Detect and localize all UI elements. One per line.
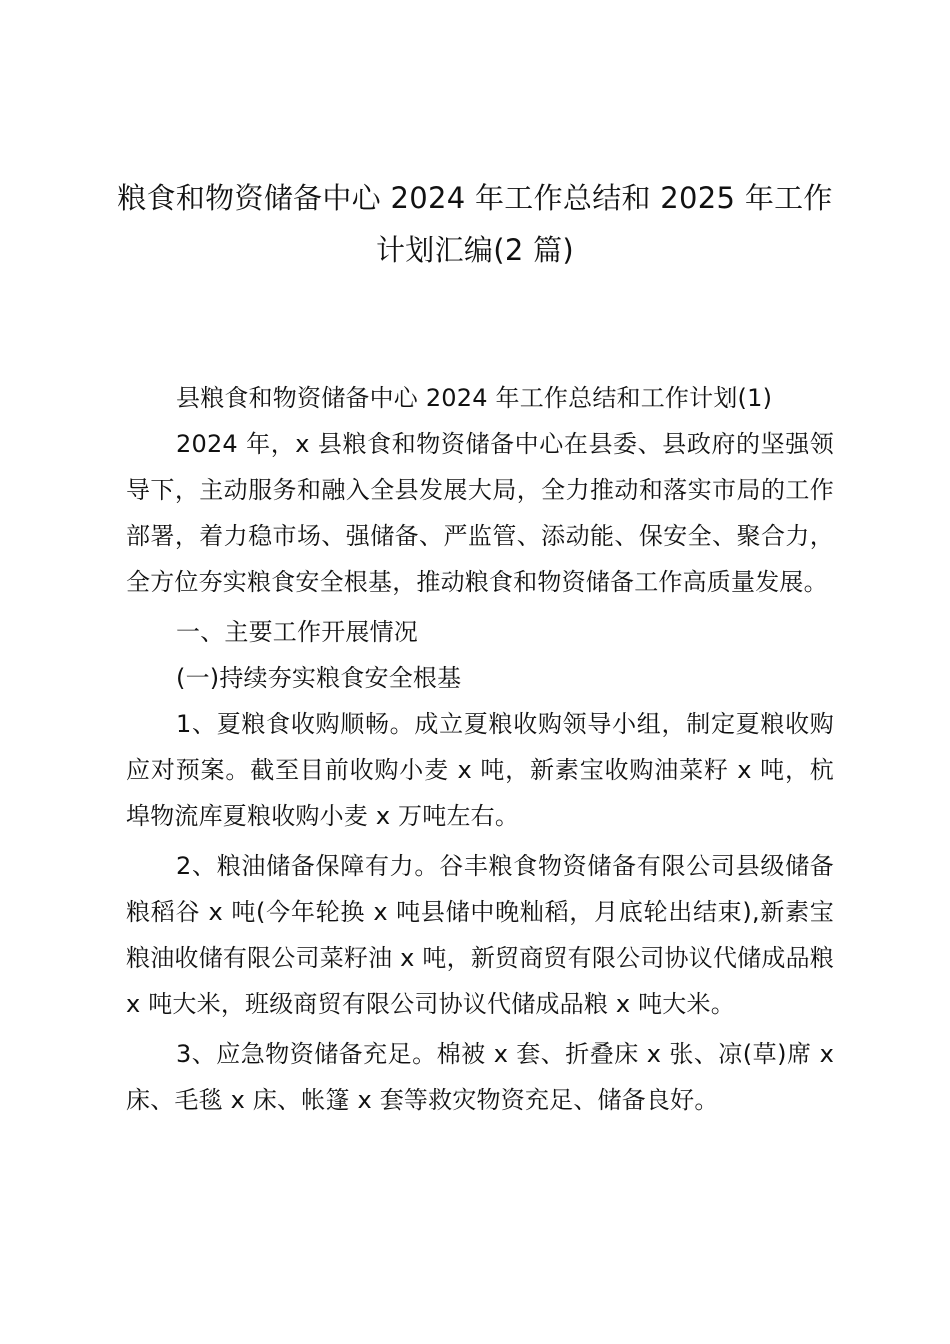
intro-paragraph: 2024 年，x 县粮食和物资储备中心在县委、县政府的坚强领导下，主动服务和融入全县发展大局，全力推动和落实市局的工作部署，着力稳市场、强储备、严监管、添动能、保安全、聚合力，全方位夯实粮食安全根基，推动粮食和物资储备工作高质量发展。 bbox=[126, 430, 834, 596]
paragraph-item-3: 3、应急物资储备充足。棉被 x 套、折叠床 x 张、凉(草)席 x 床、毛毯 x 床、帐篷 x 套等救灾物资充足、储备良好。 bbox=[126, 1040, 834, 1114]
subheading-food-security: (一)持续夯实粮食安全根基 bbox=[176, 664, 462, 692]
title-line-1: 粮食和物资储备中心 2024 年工作总结和 2025 年工作 bbox=[117, 181, 833, 215]
title-line-2: 计划汇编(2 篇) bbox=[376, 233, 574, 267]
document-title bbox=[100, 172, 850, 276]
section-title: 县粮食和物资储备中心 2024 年工作总结和工作计划(1) bbox=[176, 384, 773, 412]
paragraph-item-2: 2、粮油储备保障有力。谷丰粮食物资储备有限公司县级储备粮稻谷 x 吨(今年轮换 x 吨县储中晚籼稻，月底轮出结束),新素宝粮油收储有限公司菜籽油 x 吨，新贸商贸有限公司协议代储成品粮 x 吨大米，班级商贸有限公司协议代储成品粮 x 吨大米。 bbox=[126, 852, 834, 1018]
heading-main-work: 一、主要工作开展情况 bbox=[176, 618, 418, 646]
paragraph-item-1: 1、夏粮食收购顺畅。成立夏粮收购领导小组，制定夏粮收购应对预案。截至目前收购小麦 x 吨，新素宝收购油菜籽 x 吨，杭埠物流库夏粮收购小麦 x 万吨左右。 bbox=[126, 710, 834, 830]
document-body bbox=[126, 375, 834, 1127]
